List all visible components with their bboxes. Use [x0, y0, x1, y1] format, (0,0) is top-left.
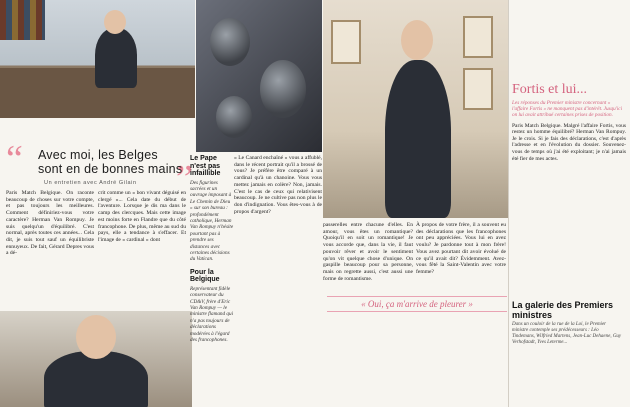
sidebar-box [190, 155, 234, 343]
article-byline: Un entretien avec André Gilain [44, 180, 137, 186]
person-figure [385, 60, 451, 218]
sculpture [260, 60, 306, 118]
fortis-heading: Fortis et lui... [512, 82, 588, 97]
sidebar-heading-belgique: Pour la Belgique [190, 268, 220, 284]
photo-office-portrait [0, 0, 195, 118]
article-column-1: Paris Match Belgique. On raconte beaucoup de choses sur votre compte, et pas toujours les meilleures. Comment définiriez-vous votre caractère? Herman Van Rompuy. Je suis quelqu'un d'équilibré. C'est normal, après toutes ces années... Cela dit, je suis tout sauf un équilibriste ennuyeux. De fait, Gérard Depres vous a dé- [6, 190, 94, 257]
sidebar-text-belgique: Représentant fidèle conservateur du CD&V, frère d'Eric Van Rompuy — le ministre flamand qui n'a pas toujours de déclarations modérées à l'égard des francophones. [190, 285, 234, 344]
fortis-box [512, 82, 626, 162]
quote-mark-open: “ [6, 138, 23, 180]
article-column-4: passerelles entre chacune d'elles. En amour, vous êtes un romantique? Quoiqu'il en soit un romantique! Je vous accorde que, dans la vie, il faut pouvoir rêver et avoir le sentiment qu'on vit quelque chose d'unique. On gaspille beaucoup pour sa personne, mais on regrette aussi, c'est aussi une forme de romantisme. [323, 222, 413, 282]
sidebar-heading-pape: Le Pape n'est pas infaillible [190, 155, 221, 177]
article-title: Avec moi, les Belges sont en de bonnes mains [38, 148, 183, 176]
quote-mark-close: ” [176, 158, 193, 200]
person-figure [95, 28, 137, 88]
photo-closeup-portrait [0, 311, 192, 407]
painting-frame [463, 68, 493, 110]
person-figure [44, 351, 148, 407]
painting-frame [331, 20, 361, 64]
photo-gallery-portrait [323, 0, 508, 218]
article-column-3: « Le Canard enchaîné » vous a affublé, dans le récent portrait qu'il a brossé de vous? Je préfère être comparé à un cardinal qu'à un chanoine. Vous vous mettez jamais en colère? Non, jamais. C'est le cas de ceux qui relativisent beaucoup. Je ne cultive pas non plus le don d'indignation. Vous êtes-vous à de propos d'argent? [234, 155, 322, 215]
painting-frame [463, 16, 493, 58]
sculpture [216, 96, 252, 138]
fortis-body: Paris Match Belgique. Malgré l'affaire Fortis, vous restez un homme équilibré? Herman Van Rompuy. Je le crois. Si je fais des déclarations, c'est d'après l'adresse et en l'évolution du dossier. Souvenez-vous de temps où j'ai été exploitant; je n'ai jamais été fier de mes actes. [512, 122, 626, 162]
person-head [76, 315, 116, 359]
article-column-5: À propos de votre frère, il a souvent eu des déclarations que les francophones ont peu appréciées. Vous lui en avez voulu? Je pardonne tout à mon frère! Vous avez pourtant dit avoir évolué de ce qu'il avait dit? Évidemment. Avez-vous fêté la Saint-Valentin avec votre femme? [416, 222, 506, 275]
person-head [104, 10, 126, 34]
fortis-intro: Les réponses du Premier ministre concernant « l'affaire Fortis » ne manquent pas d'intérêt. Jusqu'ici on lui avait attribué certaines prises de position. [512, 100, 623, 119]
bookshelf [0, 0, 45, 40]
sculpture [210, 18, 250, 66]
sidebar-text-pape: Des figurines sacrées et un ouvrage imposant à Le Chemin de Dieu » sur son bureau : profondément catholique, Herman Van Rompuy n'hésite pourtant pas à prendre ses distances avec certaines décisions du Vatican. [190, 179, 234, 263]
pull-quote: « Oui, ça m'arrive de pleurer » [327, 296, 507, 312]
galerie-box [508, 300, 626, 346]
galerie-text: Dans un couloir de la rue de la Loi, le Premier ministre contemple ses prédécesseurs : Léo Tindemans, Wilfried Martens, Jean-Luc Dehaene, Guy Verhofstadt, Yves Leterme... [512, 322, 622, 345]
person-head [401, 20, 433, 60]
article-column-2: crit comme un « bon vivant déguisé en clergé »... Cela date du début de l'aventure. Lorsque je dis ma dans le camp des clercques. Mais cette image est moins forte en Flandre que du côté francophone. De plus, même au sud du pays, elle a tendance à s'effacer. Et l'image de « cardinal » dont [98, 190, 186, 243]
galerie-heading: La galerie des Premiers ministres [512, 300, 614, 320]
photo-sculptures [196, 0, 322, 152]
